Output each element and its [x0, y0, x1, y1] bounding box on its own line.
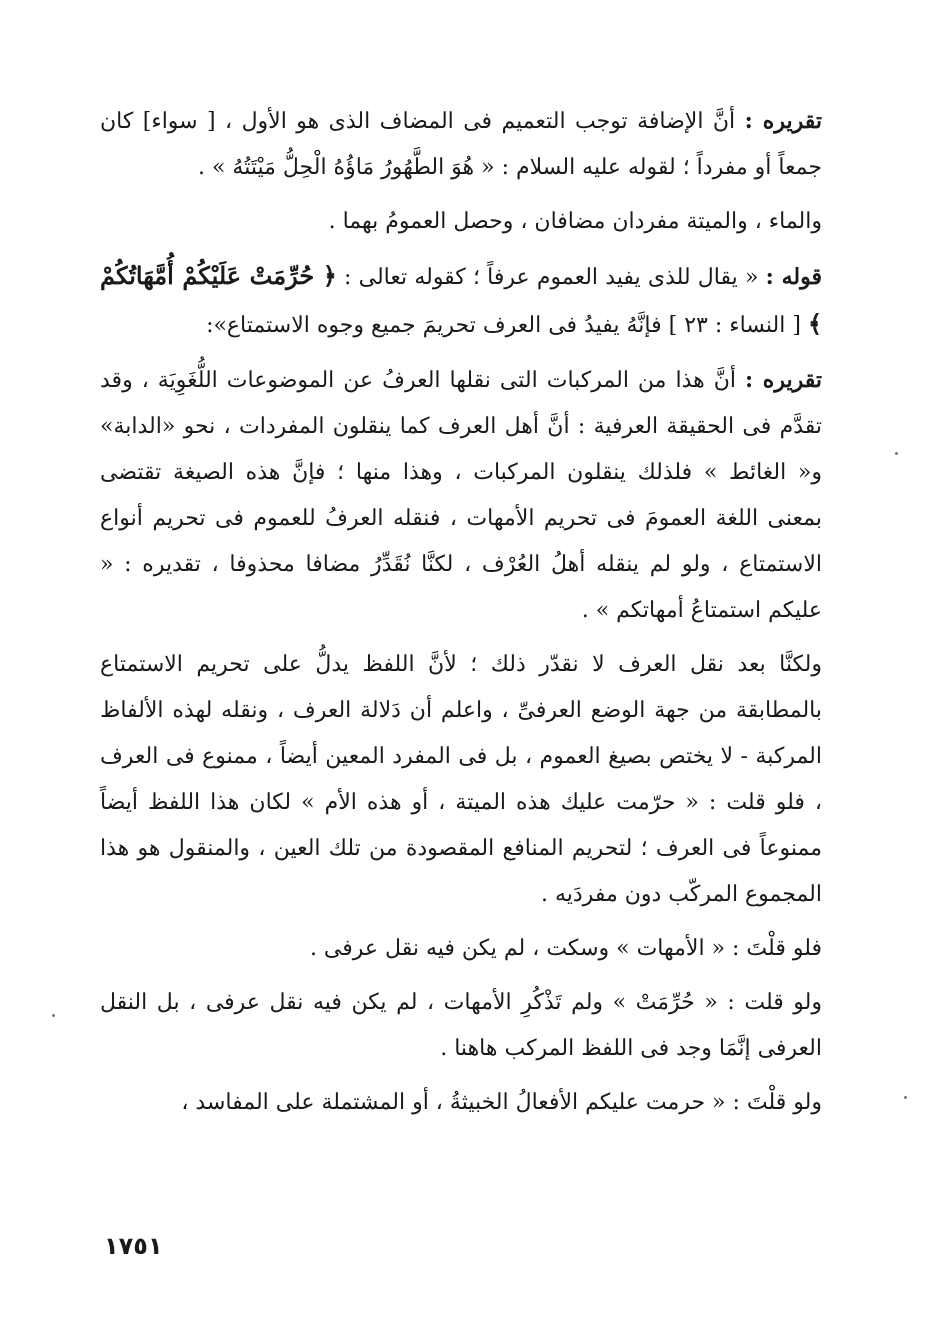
paragraph-5 [100, 642, 822, 918]
paragraph-text: ولو قلت : « حُرِّمَتْ » ولم تَذْكُرِ الأمهات ، لم يكن فيه نقل عرفى ، بل النقل العرفى إنَّمَا وجد فى اللفظ المركب هاهنا . [100, 990, 822, 1061]
paragraph-text: أنَّ هذا من المركبات التى نقلها العرفُ عن الموضوعات اللُّغَوِيَة ، وقد تقدَّم فى الحقيقة العرفية : أنَّ أهل العرف كما ينقلون المفردات ، نحو «الدابة» و« الغائط » فلذلك ينقلون المركبات ، وهذا منها ؛ فإنَّ هذه الصيغة تقتضى بمعنى اللغة العمومَ فى تحريم الأمهات ، فنقله العرفُ للعموم فى تحريم أنواع الاستمتاع ، ولو لم ينقله أهلُ العُرْف ، لكنَّا نُقَدِّرُ مضافا محذوفا ، تقديره : « عليكم استمتاعُ أمهاتكم » . [100, 368, 822, 623]
paragraph-text: والماء ، والميتة مفردان مضافان ، وحصل العمومُ بهما . [328, 209, 822, 234]
paragraph-7 [100, 980, 822, 1072]
paragraph-text: ولكنَّا بعد نقل العرف لا نقدّر ذلك ؛ لأنَّ اللفظ يدلُّ على تحريم الاستمتاع بالمطابقة من جهة الوضع العرفىِّ ، واعلم أن دَلالة العرف ، ونقله لهذه الألفاظ المركبة - لا يختص بصيغ العموم ، بل فى المفرد المعين أيضاً ، ممنوع فى العرف ، فلو قلت : « حرّمت عليك هذه الميتة ، أو هذه الأم » لكان هذا اللفظ أيضاً ممنوعاً فى العرف ؛ لتحريم المنافع المقصودة من تلك العين ، والمنقول هو هذا المجموع المركّب دون مفردَيه . [100, 652, 822, 907]
page-number: ١٧٥١ [104, 1232, 163, 1260]
quran-verse: ﴿ حُرِّمَتْ عَلَيْكُمْ أُمَّهَاتُكُمْ ﴾ [100, 261, 822, 338]
paragraph-4 [100, 357, 822, 634]
paragraph-2 [100, 199, 822, 245]
paragraph-text: [ النساء : ٢٣ ] فإنَّهُ يفيدُ فى العرف تحريمَ جميع وجوه الاستمتاع»: [206, 313, 808, 338]
body-text [100, 98, 822, 1134]
paragraph-lead: تقريره : [745, 367, 822, 393]
paragraph-lead: تقريره : [744, 108, 822, 134]
paragraph-text: فلو قلْتَ : « الأمهات » وسكت ، لم يكن فيه نقل عرفى . [309, 936, 822, 961]
paragraph-6 [100, 926, 822, 972]
scan-speck [904, 1096, 907, 1099]
paragraph-text: ولو قلْتَ : « حرمت عليكم الأفعالُ الخبيثةُ ، أو المشتملة على المفاسد ، [181, 1090, 822, 1115]
paragraph-1 [100, 98, 822, 191]
paragraph-8 [100, 1080, 822, 1126]
paragraph-text: أنَّ الإضافة توجب التعميم فى المضاف الذى هو الأول ، [ سواء] كان جمعاً أو مفرداً ؛ لقوله عليه السلام : « هُوَ الطَّهُورُ مَاؤُهُ الْحِلُّ مَيْتَتُهُ » . [100, 109, 822, 180]
scan-speck [52, 1014, 55, 1017]
paragraph-3 [100, 253, 822, 349]
paragraph-lead: قوله : [765, 264, 822, 290]
scan-speck [895, 452, 898, 455]
paragraph-text: « يقال للذى يفيد العموم عرفاً ؛ كقوله تعالى : [336, 265, 766, 290]
